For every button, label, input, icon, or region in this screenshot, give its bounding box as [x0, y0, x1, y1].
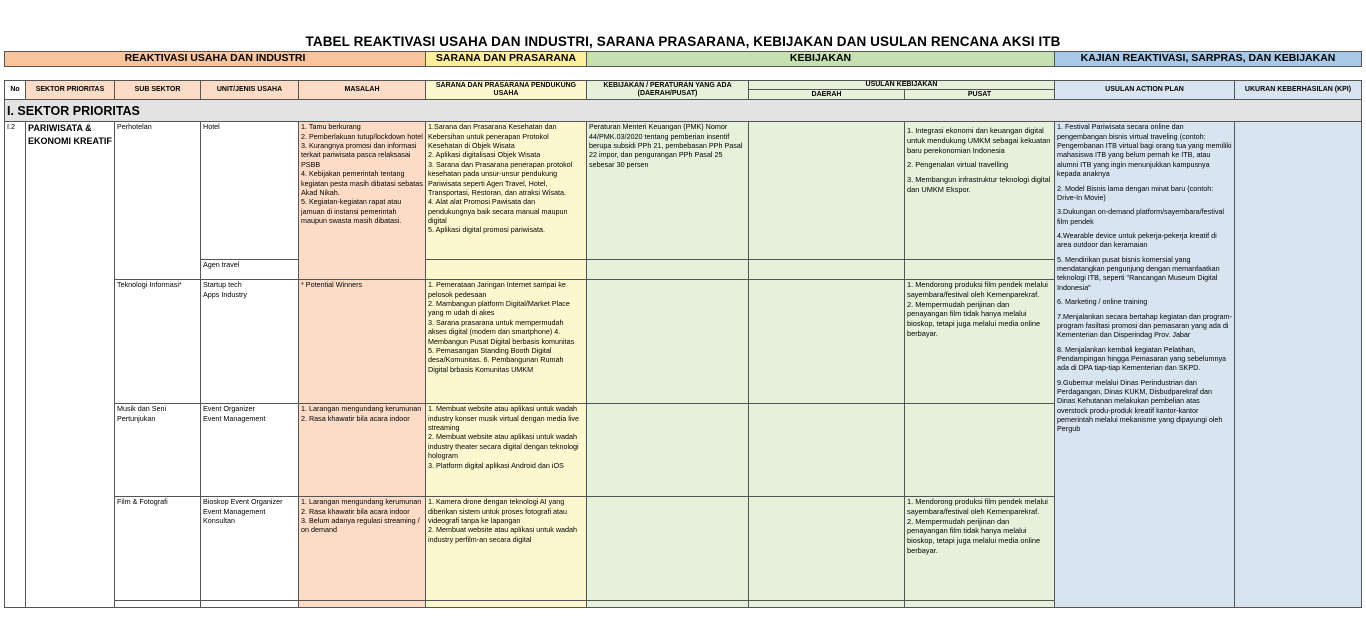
daerah-teknologi — [749, 280, 905, 404]
filler-sarana — [426, 601, 587, 608]
sub-sektor-teknologi: Teknologi Informasi* — [115, 280, 201, 404]
page-title: TABEL REAKTIVASI USAHA DAN INDUSTRI, SARANA PRASARANA, KEBIJAKAN DAN USULAN RENCANA AKSI ITB — [305, 34, 1061, 49]
header-action-plan: USULAN ACTION PLAN — [1055, 81, 1235, 100]
header-kpi: UKURAN KEBERHASILAN (KPI) — [1235, 81, 1362, 100]
pusat-musik — [905, 404, 1055, 497]
masalah-musik: 1. Larangan mengundang kerumunan 2. Rasa khawatir bila acara indoor — [299, 404, 426, 497]
header-pusat: PUSAT — [905, 90, 1055, 100]
daerah-film — [749, 497, 905, 601]
header-daerah: DAERAH — [749, 90, 905, 100]
pusat-perhotelan: 1. Integrasi ekonomi dan keuangan digital untuk mendukung UMKM sebagai kekuatan baru perekonomian Indonesia 2. Pengenalan virtual travelling 3. Membangun infrastruktur teknologi digital dan UMKM Ekspor. — [905, 122, 1055, 260]
unit-film: Bioskop Event Organizer Event Management Konsultan — [201, 497, 299, 601]
pusat-teknologi: 1. Mendorong produksi film pendek melalui sayembara/festival oleh Kemenparekraf. 2. Mempermudah perijinan dan penayangan film tidak hanya melalui bioskop, tetapi juga melalui media online berbayar. — [905, 280, 1055, 404]
masalah-teknologi: * Potential Winners — [299, 280, 426, 404]
header-kebijakan-ada: KEBIJAKAN / PERATURAN YANG ADA (DAERAH/PUSAT) — [587, 81, 749, 100]
band-kebijakan: KEBIJAKAN — [587, 52, 1055, 67]
sarana-film: 1. Kamera drone dengan teknologi AI yang diberikan sistem untuk proses fotografi atau videografi tanpa ke lapangan 2. Membuat website atau aplikasi untuk wadah industry perfilm-an secara digital — [426, 497, 587, 601]
filler-sub — [115, 601, 201, 608]
header-sarana: SARANA DAN PRASARANA PENDUKUNG USAHA — [426, 81, 587, 100]
sector-name: PARIWISATA & EKONOMI KREATIF — [26, 122, 115, 608]
kebijakan-perhotelan: Peraturan Menteri Keuangan (PMK) Nomor 44/PMK.03/2020 tentang pemberian insentif berupa subsidi PPh 21, pembebasan PPh Pasal 22 impor, dan pengurangan PPh Pasal 25 sebesar 30 persen — [587, 122, 749, 260]
filler-unit — [201, 601, 299, 608]
section-title: I. SEKTOR PRIORITAS — [5, 100, 1362, 122]
unit-musik: Event Organizer Event Management — [201, 404, 299, 497]
daerah-agen-travel — [749, 260, 905, 280]
filler-masalah — [299, 601, 426, 608]
row-number: I.2 — [5, 122, 26, 608]
band-reaktivasi: REAKTIVASI USAHA DAN INDUSTRI — [5, 52, 426, 67]
header-sub-sektor: SUB SEKTOR — [115, 81, 201, 100]
kebijakan-teknologi — [587, 280, 749, 404]
band-sarana: SARANA DAN PRASARANA — [426, 52, 587, 67]
pusat-agen-travel — [905, 260, 1055, 280]
daerah-musik — [749, 404, 905, 497]
sarana-agen-travel — [426, 260, 587, 280]
unit-teknologi: Startup tech Apps Industry — [201, 280, 299, 404]
sarana-perhotelan: 1.Sarana dan Prasarana Kesehatan dan Kebersihan untuk penerapan Protokol Kesehatan di Objek Wisata 2. Aplikasi digitalisasi Objek Wisata 3. Sarana dan Prasarana penerapan protokol kesehatan pada unsur-unsur pendukung Pariwisata seperti Agen Travel, Hotel, Transportasi, Restoran, dan atraksi Wisata. 4. Alat alat Promosi Pawisata dan pendukungnya baik secara manual maupun digital 5. Aplikasi digital promosi pariwisata. — [426, 122, 587, 260]
filler-daerah — [749, 601, 905, 608]
masalah-perhotelan: 1. Tamu berkurang 2. Pemberlakuan tutup/lockdown hotel 3. Kurangnya promosi dan informasi terkait pariwisata pasca relaksasai PSBB 4. Kebijakan pemerintah tentang kegiatan pesta masih dibatasi sebatas Akad Nikah. 5. Kegiatan-kegiatan rapat atau jamuan di instansi pemerintah maupun swasta masih dibatasi. — [299, 122, 426, 280]
filler-kebijakan — [587, 601, 749, 608]
header-sektor: SEKTOR PRIORITAS — [26, 81, 115, 100]
kpi-cell — [1235, 122, 1362, 608]
band-kajian: KAJIAN REAKTIVASI, SARPRAS, DAN KEBIJAKAN — [1055, 52, 1362, 67]
sub-sektor-film: Film & Fotografi — [115, 497, 201, 601]
header-masalah: MASALAH — [299, 81, 426, 100]
main-table — [4, 80, 1362, 608]
header-usulan-kebijakan: USULAN KEBIJAKAN — [749, 81, 1055, 90]
action-plan: 1. Festival Pariwisata secara online dan pengembangan bisnis virtual traveling (contoh: Pengembanan ITB virtual bagi orang tua yang memiliki mahasiswa ITB yang belum pernah ke ITB, atau alumni ITB yang ingin menunjukkan kampusnya kepada anaknya 2. Model Bisnis lama dengan minat baru (contoh: Drive-In Movie) 3.Dukungan on-demand platform/sayembara/festival film pendek 4.Wearable device untuk pekerja-pekerja kreatif di area outdoor dan keramaian 5. Mendirikan pusat bisnis komersial yang mendatangkan pengunjung dengan memanfaatkan teknologi ITB, seperti "Rancangan Museum Digital Indonesia" 6. Marketing / online training 7.Menjalankan secara bertahap kegiatan dan program-program fasiltasi promosi dan pemasaran yang ada di Kementerian dan Disperindag Prov. Jabar 8. Menjalankan kembali kegiatan Pelatihan, Pendampingan hingga Pemasaran yang sebelumnya ada di DPA tiap-tiap Kementerian dan SKPD. 9.Gubernur melalui Dinas Perindustrian dan Perdagangan, Dinas KUKM, Disbudparekraf dan Dinas Kehutanan melakukan pembelian atas overstock produ-produk kreatif kantor-kantor pemerintah melalui mekanisme yang dipayungi oleh Pergub — [1055, 122, 1235, 608]
category-bands — [4, 51, 1362, 67]
header-unit: UNIT/JENIS USAHA — [201, 81, 299, 100]
kebijakan-film — [587, 497, 749, 601]
daerah-perhotelan — [749, 122, 905, 260]
unit-agen-travel: Agen travel — [201, 260, 299, 280]
masalah-film: 1. Larangan mengundang kerumunan 2. Rasa khawatir bila acara indoor 3. Belum adanya regulasi streaming / on demand — [299, 497, 426, 601]
sarana-teknologi: 1. Pemerataan Jaringan Internet sampai ke pelosok pedesaan 2. Mambangun platform Digital/Market Place yang m udah di akes 3. Sarana prasarana untuk mempermudah akses digital (modem dan smartphone) 4. Membangun Pusat Digital berbasis komunitas 5. Pemasangan Standing Booth Digital desa/Komunitas. 6. Pembangunan Rumah Digital brbasis Komunitas UMKM — [426, 280, 587, 404]
kebijakan-musik — [587, 404, 749, 497]
kebijakan-agen-travel — [587, 260, 749, 280]
filler-pusat — [905, 601, 1055, 608]
pusat-film: 1. Mendorong produksi film pendek melalui sayembara/festival oleh Kemenparekraf. 2. Mempermudah perijinan dan penayangan film tidak hanya melalui bioskop, tetapi juga melalui media online berbayar. — [905, 497, 1055, 601]
unit-hotel: Hotel — [201, 122, 299, 260]
sub-sektor-musik: Musik dan Seni Pertunjukan — [115, 404, 201, 497]
sarana-musik: 1. Membuat website atau aplikasi untuk wadah industry konser musik virtual dengan media live streaming 2. Membuat website atau aplikasi untuk wadah industry theater secara digital dengan teknologi hologram 3. Platform digital aplikasi Android dan iOS — [426, 404, 587, 497]
header-no: No — [5, 81, 26, 100]
sub-sektor-perhotelan: Perhotelan — [115, 122, 201, 280]
